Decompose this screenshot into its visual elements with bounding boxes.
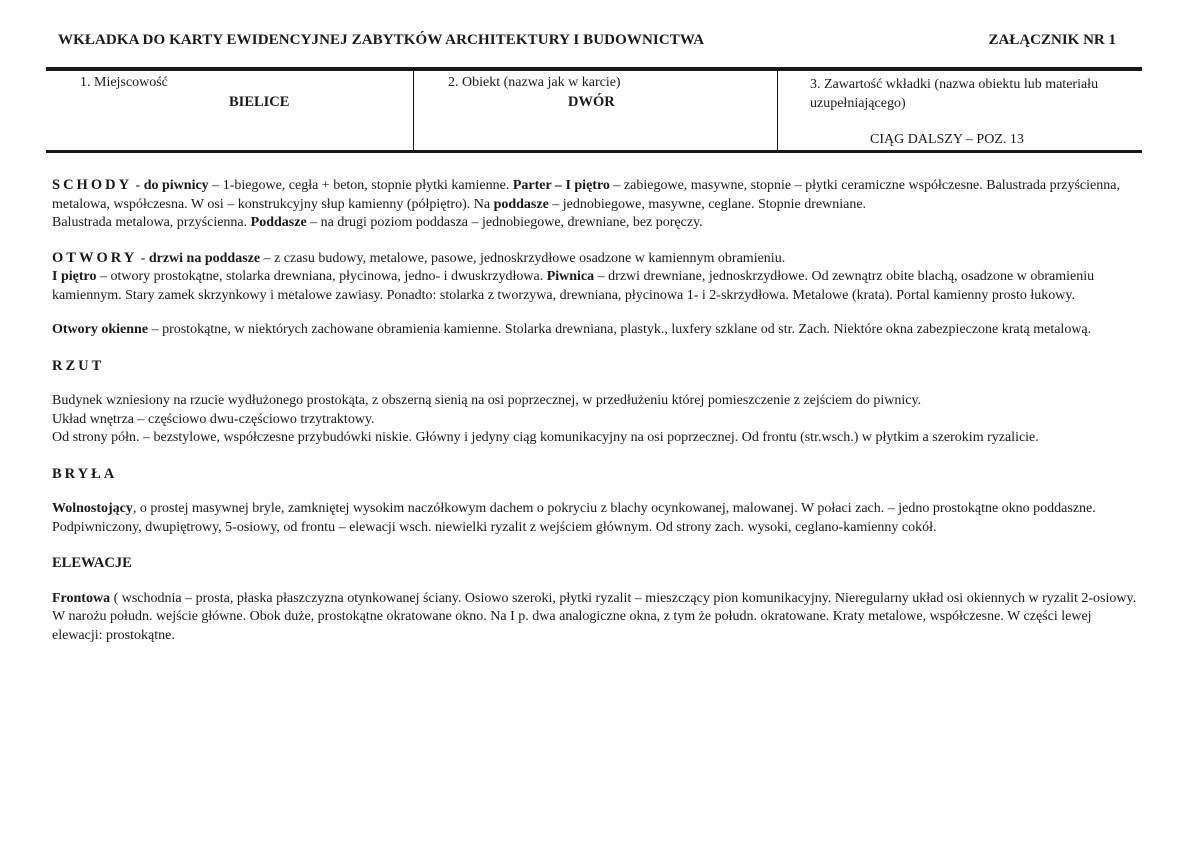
otwory-text-3: – drzwi drewniane, jednoskrzydłowe. Od zewnątrz obite blachą, osadzone w obramieniu kamiennym. Stary zamek skrzynkowy i metalowe zawiasy. Ponadto: stolarka z tworzywa, drewniana, płycinowa 1- i 2-skrzydłowa. Metalowe (krata). Portal kamienny prosto łukowy. — [52, 269, 1095, 303]
section-heading-schody: SCHODY — [52, 177, 133, 193]
schody-text-1: – 1-biegowe, cegła + beton, stopnie płytki kamienne. — [208, 178, 513, 193]
otwory-text-1: – z czasu budowy, metalowe, pasowe, jednoskrzydłowe osadzone w kamiennym obramieniu. — [260, 250, 786, 266]
section-heading-rzut: RZUT — [52, 357, 105, 374]
rzut-paragraph-1: Budynek wzniesiony na rzucie wydłużonego prostokąta, z obszerną sienią na osi poprzecznej, w przedłużeniu której pomieszczenie z zejściem do piwnicy. — [52, 393, 922, 408]
term-i-pietro: I piętro — [52, 269, 97, 284]
object-cell — [414, 71, 778, 150]
info-table — [46, 67, 1142, 153]
section-bryla — [52, 500, 1142, 537]
section-heading-otwory: OTWORY — [52, 249, 138, 266]
locality-label: 1. Miejscowość — [80, 75, 168, 90]
schody-balustrade-line — [52, 214, 1142, 233]
locality-cell — [46, 71, 414, 150]
okna-text: – prostokątne, w niektórych zachowane obramienia kamienne. Stolarka drewniana, plastyk., luxfery szklane od str. Zach. Niektóre okna zabezpieczone kratą metalową. — [148, 322, 1092, 337]
term-do-piwnicy: do piwnicy — [143, 178, 209, 193]
section-heading-elewacje: ELEWACJE — [52, 555, 132, 571]
term-poddasze: poddasze — [493, 196, 549, 212]
object-label: 2. Obiekt (nazwa jak w karcie) — [448, 75, 621, 90]
term-parter: Parter – I piętro — [512, 178, 610, 193]
rzut-paragraph-3: Od strony półn. – bezstylowe, współczesne przybudówki niskie. Główny i jedyny ciąg komunikacyjny na osi poprzecznej. Od frontu (str.wsch.) w płytkim a szerokim ryzalicie. — [52, 430, 1039, 445]
term-otwory-okienne: Otwory okienne — [52, 322, 149, 337]
term-wolnostojacy: Wolnostojący — [52, 501, 133, 516]
heading-separator: - — [132, 178, 144, 193]
elewacje-text: ( wschodnia – prosta, płaska płaszczyzna otynkowanej ściany. Osiowo szeroki, płytki ryzalit – mieszczący pion komunikacyjny. Nieregularny układ osi okiennych w ryzalit 2-osiowy. W narożu połudn. wejście główne. Obok duże, prostokątne okratowane okno. Na I p. dwa analogiczne okna, z tym że połudn. okratowane. Kraty metalowe, współczesne. W części lewej elewacji: prostokątne. — [52, 590, 1137, 643]
otwory-text-2: – otwory prostokątne, stolarka drewniana, płycinowa, jedno- i dwuskrzydłowa. — [96, 269, 547, 284]
schody-text-5: – na drugi poziom poddasza – jednobiegowe, drewniane, bez poręczy. — [306, 215, 703, 230]
schody-text-4: Balustrada metalowa, przyścienna. — [52, 215, 251, 230]
term-drzwi-poddasze: drzwi na poddasze — [148, 250, 261, 266]
otwory-floor-line — [52, 268, 1142, 305]
section-elewacje — [52, 590, 1142, 646]
document-title: WKŁADKA DO KARTY EWIDENCYJNEJ ZABYTKÓW ARCHITEKTURY I BUDOWNICTWA — [58, 32, 705, 48]
section-otwory — [52, 249, 1142, 269]
section-schody — [52, 176, 1142, 214]
contents-cell — [778, 71, 1142, 150]
object-value: DWÓR — [568, 94, 615, 110]
locality-value: BIELICE — [229, 94, 290, 110]
heading-separator: - — [137, 250, 149, 266]
contents-label: 3. Zawartość wkładki (nazwa obiektu lub materiału uzupełniającego) — [810, 77, 1099, 111]
contents-note: CIĄG DALSZY – POZ. 13 — [870, 132, 1024, 147]
annex-number: ZAŁĄCZNIK NR 1 — [988, 32, 1116, 48]
schody-text-3: – jednobiegowe, masywne, ceglane. Stopnie drewniane. — [548, 196, 867, 212]
rzut-paragraph-2: Układ wnętrza – częściowo dwu-częściowo trzytraktowy. — [52, 411, 375, 427]
section-heading-bryla: BRYŁA — [52, 465, 118, 482]
term-frontowa: Frontowa — [52, 590, 111, 606]
section-okna — [52, 321, 1142, 340]
term-poddasze-2: Poddasze — [250, 215, 307, 230]
document-body — [52, 176, 1142, 645]
schody-text-2: – zabiegowe, masywne, stopnie – płytki ceramiczne współczesne. Balustrada przyścienna, metalowa, współczesna. W osi – konstrukcyjny słup kamienny (półpiętro). Na — [52, 178, 1120, 212]
bryla-text: , o prostej masywnej bryle, zamkniętej wysokim naczółkowym dachem o pokryciu z blachy ocynkowanej, malowanej. W połaci zach. – jedno prostokątne okno poddaszne. Podpiwniczony, dwupiętrowy, 5-osiowy, od frontu – elewacji wsch. niewielki ryzalit z wejściem głównym. Od strony zach. wysoki, ceglano-kamienny cokół. — [52, 501, 1096, 535]
term-piwnica: Piwnica — [546, 269, 595, 284]
